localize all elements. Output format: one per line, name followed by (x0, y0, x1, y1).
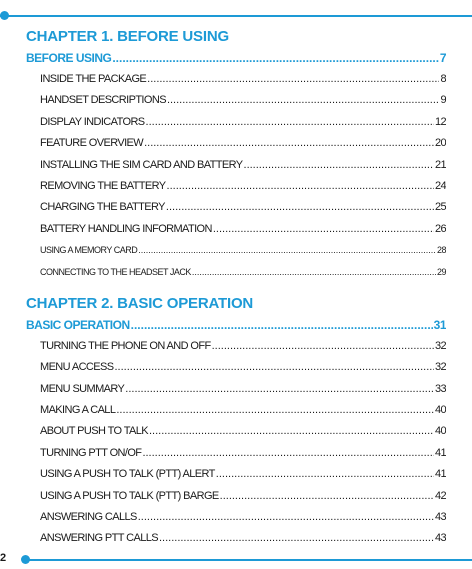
toc-entry[interactable] (26, 443, 446, 464)
dot-leader (192, 262, 436, 283)
dot-leader (147, 69, 439, 90)
toc-page-number: 21 (434, 158, 446, 171)
toc-entry[interactable] (26, 464, 446, 485)
dot-leader (167, 90, 440, 111)
toc-entry-title: ABOUT PUSH TO TALK (40, 425, 148, 438)
toc-entry[interactable] (26, 400, 446, 421)
toc-entry-title: INSIDE THE PACKAGE (40, 73, 147, 85)
toc-page-number: 43 (434, 532, 446, 545)
toc-page-number: 7 (439, 51, 446, 65)
bottom-rule (26, 559, 472, 561)
dot-leader (125, 379, 434, 400)
toc-entry[interactable] (26, 133, 446, 154)
top-rule-dot (0, 11, 9, 20)
toc-entry-title: CONNECTING TO THE HEADSET JACK (40, 266, 191, 277)
toc-page-number: 32 (434, 339, 446, 352)
dot-leader (112, 48, 438, 69)
toc-page-number: 28 (436, 245, 446, 256)
toc-page-number: 40 (434, 404, 446, 417)
toc-page-number: 24 (434, 179, 446, 192)
dot-leader (216, 464, 434, 485)
toc-page-number: 25 (434, 201, 446, 214)
dot-leader (131, 315, 433, 336)
toc-section-title: BASIC OPERATION (26, 317, 130, 332)
table-of-contents (26, 26, 446, 550)
dot-leader (138, 240, 436, 261)
toc-entry-title: HANDSET DESCRIPTIONS (40, 94, 166, 107)
toc-entry[interactable] (26, 69, 446, 90)
toc-entry[interactable] (26, 507, 446, 528)
toc-page-number: 29 (436, 266, 446, 277)
toc-page-number: 8 (440, 73, 446, 85)
toc-section-title: BEFORE USING (26, 51, 112, 65)
toc-page-number: 42 (434, 489, 446, 502)
dot-leader (213, 219, 434, 240)
dot-leader (142, 443, 434, 464)
toc-entry[interactable] (26, 197, 446, 218)
dot-leader (114, 357, 433, 378)
toc-page-number: 41 (434, 446, 446, 459)
toc-entry-title: FEATURE OVERVIEW (40, 137, 144, 150)
dot-leader (167, 176, 434, 197)
dot-leader (220, 486, 434, 507)
toc-entry[interactable] (26, 486, 446, 507)
toc-page-number: 40 (434, 425, 446, 438)
toc-entry-title: TURNING PTT ON/OF (40, 446, 142, 459)
toc-entry-title: USING A PUSH TO TALK (PTT) ALERT (40, 468, 215, 481)
toc-entry-title: INSTALLING THE SIM CARD AND BATTERY (40, 158, 243, 171)
toc-entry-title: CHARGING THE BATTERY (40, 201, 165, 214)
toc-entry[interactable] (26, 90, 446, 111)
toc-entry-title: TURNING THE PHONE ON AND OFF (40, 339, 211, 352)
toc-entry[interactable] (26, 262, 446, 283)
toc-entry-title: DISPLAY INDICATORS (40, 115, 145, 128)
dot-leader (138, 507, 434, 528)
toc-section-basic-operation[interactable] (26, 315, 446, 336)
toc-page-number: 32 (434, 361, 446, 374)
toc-entry[interactable] (26, 357, 446, 378)
chapter-2-heading[interactable]: CHAPTER 2. BASIC OPERATION (26, 294, 254, 312)
bottom-rule-dot (21, 555, 30, 564)
toc-entry[interactable] (26, 112, 446, 133)
dot-leader (212, 336, 434, 357)
toc-entry[interactable] (26, 240, 446, 261)
toc-entry[interactable] (26, 421, 446, 442)
page-number: 2 (0, 552, 7, 564)
chapter-1-heading[interactable]: CHAPTER 1. BEFORE USING (26, 28, 229, 45)
toc-entry-title: BATTERY HANDLING INFORMATION (40, 222, 212, 235)
toc-page-number: 12 (434, 115, 446, 128)
toc-entry-title: MAKING A CALL (40, 404, 116, 417)
toc-entry-title: REMOVING THE BATTERY (40, 179, 166, 192)
dot-leader (146, 112, 434, 133)
toc-entry-title: MENU ACCESS (40, 361, 114, 374)
toc-entry[interactable] (26, 176, 446, 197)
dot-leader (159, 528, 434, 549)
toc-entry[interactable] (26, 219, 446, 240)
toc-page-number: 26 (434, 222, 446, 235)
toc-page-number: 9 (440, 94, 446, 107)
toc-entry-title: MENU SUMMARY (40, 382, 125, 395)
toc-page-number: 33 (434, 382, 446, 395)
dot-leader (166, 197, 434, 218)
toc-entry-title: ANSWERING PTT CALLS (40, 532, 158, 545)
toc-entry-title: ANSWERING CALLS (40, 511, 137, 524)
toc-page-number: 31 (433, 317, 446, 332)
toc-page-number: 43 (434, 511, 446, 524)
toc-section-before-using[interactable] (26, 48, 446, 69)
toc-entry[interactable] (26, 336, 446, 357)
toc-page-number: 41 (434, 468, 446, 481)
toc-entry-title: USING A PUSH TO TALK (PTT) BARGE (40, 489, 219, 502)
toc-entry[interactable] (26, 379, 446, 400)
toc-entry[interactable] (26, 155, 446, 176)
toc-page-number: 20 (434, 137, 446, 150)
dot-leader (116, 400, 434, 421)
dot-leader (244, 155, 434, 176)
dot-leader (144, 133, 434, 154)
toc-entry[interactable] (26, 528, 446, 549)
top-rule (0, 15, 472, 17)
dot-leader (149, 421, 434, 442)
toc-entry-title: USING A MEMORY CARD (40, 245, 138, 256)
